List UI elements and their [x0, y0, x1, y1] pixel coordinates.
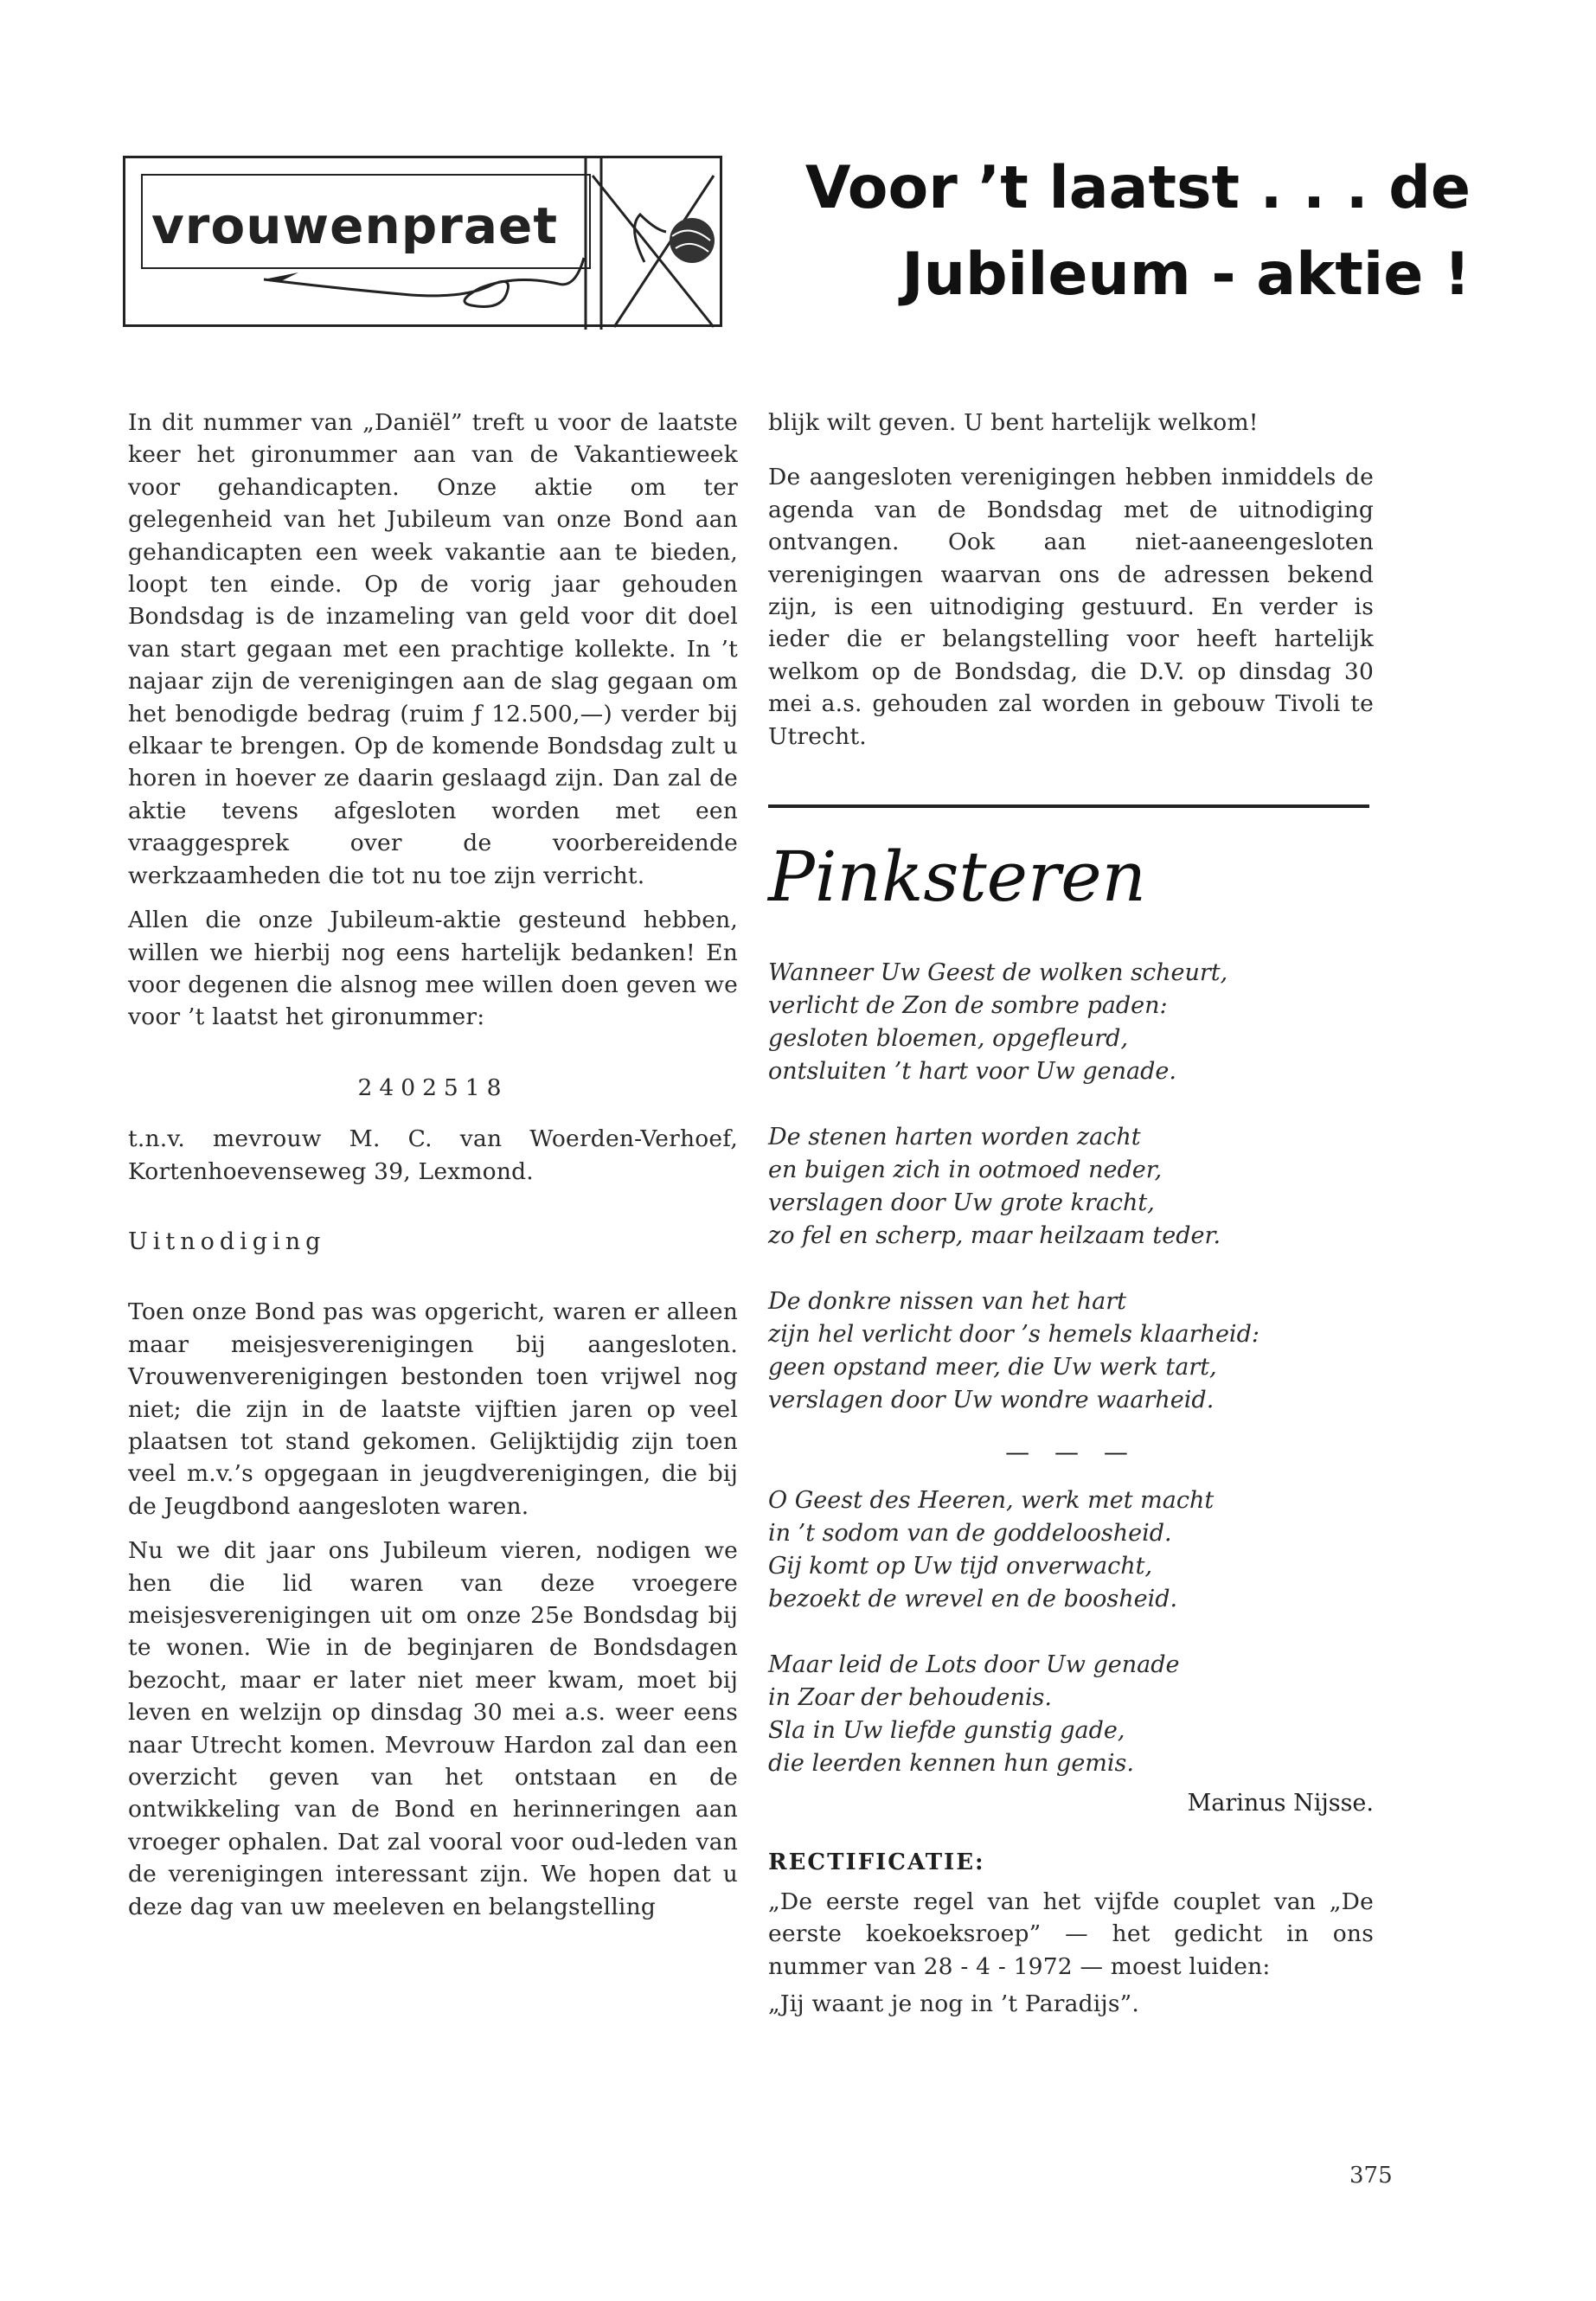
headline-line-2: Jubileum - aktie ! — [901, 240, 1471, 309]
poem-title: Pinksteren — [768, 836, 1147, 918]
rectification-text: „De eerste regel van het vijfde couplet van „De eerste koekoeksroep” — het gedicht in ons nummer van 28 - 4 - 1972 — moest luiden: — [768, 1888, 1374, 1980]
history-paragraph: Toen onze Bond pas was opgericht, waren er alleen maar meisjesverenigingen bij aangesloten. Vrouwenverenigingen bestonden toen vrijwel nog niet; die zijn in de laatste vijftien jaren op veel plaatsen tot stand gekomen. Gelijktijdig zijn toen veel m.v.’s opgegaan in jeugdverenigingen, die bij de Jeugdbond aangesloten waren. — [128, 1298, 738, 1520]
poem-line: Sla in Uw liefde gunstig gade, — [768, 1717, 1125, 1745]
rectification-heading: RECTIFICATIE: — [768, 1849, 985, 1876]
poem-line: en buigen zich in ootmoed neder, — [768, 1157, 1163, 1184]
poem-stanza-1 — [768, 957, 1374, 1088]
column-header-box — [123, 156, 722, 327]
poem-line: verslagen door Uw grote kracht, — [768, 1189, 1155, 1217]
giro-address: t.n.v. mevrouw M. C. van Woerden-Verhoef, Kortenhoevenseweg 39, Lexmond. — [128, 1125, 738, 1185]
poem-line: geen opstand meer, die Uw werk tart, — [768, 1354, 1217, 1381]
knitting-illustration — [125, 158, 725, 330]
invitation-heading: Uitnodiging — [128, 1227, 326, 1255]
poem-line: gesloten bloemen, opgefleurd, — [768, 1025, 1129, 1053]
giro-number: 2402518 — [357, 1074, 509, 1101]
section-divider — [768, 804, 1369, 808]
poem-line: in Zoar der behoudenis. — [768, 1684, 1052, 1712]
poem-author: Marinus Nijsse. — [1187, 1790, 1374, 1817]
poem-stanza-2 — [768, 1121, 1374, 1253]
agenda-paragraph: De aangesloten verenigingen hebben inmiddels de agenda van de Bondsdag met de uitnodiging ontvangen. Ook aan niet-aaneengesloten verenigingen waarvan ons de adressen bekend zijn, is een uitnodiging gestuurd. En verder is ieder die er belangstelling voor heeft hartelijk welkom op de Bondsdag, die D.V. op dinsdag 30 mei a.s. gehouden zal worden in gebouw Tivoli te Utrecht. — [768, 464, 1374, 750]
poem-stanza-4 — [768, 1484, 1374, 1616]
poem-line: Wanneer Uw Geest de wolken scheurt, — [768, 959, 1228, 987]
thanks-paragraph: Allen die onze Jubileum-aktie gesteund hebben, willen we hierbij nog eens hartelijk bedanken! En voor degenen die alsnog mee willen doen geven we voor ’t laatst het gironummer: — [128, 907, 738, 1031]
left-column — [128, 407, 738, 1935]
poem-line: ontsluiten ’t hart voor Uw genade. — [768, 1058, 1176, 1086]
rectification-quote: „Jij waant je nog in ’t Paradijs”. — [768, 1990, 1140, 2018]
poem-line: zijn hel verlicht door ’s hemels klaarheid: — [768, 1321, 1259, 1349]
poem-line: verslagen door Uw wondre waarheid. — [768, 1387, 1215, 1414]
intro-paragraph: In dit nummer van „Daniël” treft u voor de laatste keer het gironummer aan van de Vakantieweek voor gehandicapten. Onze aktie om ter gelegenheid van het Jubileum van onze Bond aan gehandicapten een week vakantie aan te bieden, loopt ten einde. Op de vorig jaar gehouden Bondsdag is de inzameling van geld voor dit doel van start gegaan met een prachtige kollekte. In ’t najaar zijn de verenigingen aan de slag gegaan om het benodigde bedrag (ruim ƒ 12.500,—) verder bij elkaar te brengen. Op de komende Bondsdag zult u horen in hoever ze daarin geslaagd zijn. Dan zal de aktie tevens afgesloten worden met een vraaggesprek over de voorbereidende werkzaamheden die tot nu toe zijn verricht. — [128, 409, 738, 889]
poem-stanza-5 — [768, 1649, 1374, 1780]
poem-divider: — — — — [1005, 1438, 1137, 1467]
poem-line: De donkre nissen van het hart — [768, 1288, 1127, 1316]
poem-line: De stenen harten worden zacht — [768, 1124, 1141, 1151]
poem-line: Maar leid de Lots door Uw genade — [768, 1651, 1180, 1679]
poem-line: O Geest des Heeren, werk met macht — [768, 1487, 1215, 1515]
poem-line: die leerden kennen hun gemis. — [768, 1750, 1134, 1778]
poem-line: verlicht de Zon de sombre paden: — [768, 992, 1168, 1020]
page-number: 375 — [1349, 2163, 1393, 2189]
poem-line: Gij komt op Uw tijd onverwacht, — [768, 1553, 1153, 1580]
right-column — [768, 407, 1374, 2033]
poem-line: zo fel en scherp, maar heilzaam teder. — [768, 1222, 1221, 1250]
column-title: vrouwenpraet — [151, 196, 559, 255]
headline — [761, 145, 1471, 318]
poem-line: in ’t sodom van de goddeloosheid. — [768, 1520, 1172, 1548]
poem-line: bezoekt de wrevel en de boosheid. — [768, 1586, 1178, 1613]
welcome-paragraph: blijk wilt geven. U bent hartelijk welkom! — [768, 409, 1259, 436]
poem-stanza-3 — [768, 1285, 1374, 1417]
headline-line-1: Voor ’t laatst . . . de — [804, 154, 1471, 222]
jubilee-invitation-paragraph: Nu we dit jaar ons Jubileum vieren, nodigen we hen die lid waren van deze vroegere meisjesverenigingen uit om onze 25e Bondsdag bij te wonen. Wie in de beginjaren de Bondsdagen bezocht, maar er later niet meer kwam, moet bij leven en welzijn op dinsdag 30 mei a.s. weer eens naar Utrecht komen. Mevrouw Hardon zal dan een overzicht geven van het ontstaan en de ontwikkeling van de Bond en herinneringen aan vroeger ophalen. Dat zal vooral voor oud-leden van de verenigingen interessant zijn. We hopen dat u deze dag van uw meeleven en belangstelling — [128, 1537, 738, 1920]
